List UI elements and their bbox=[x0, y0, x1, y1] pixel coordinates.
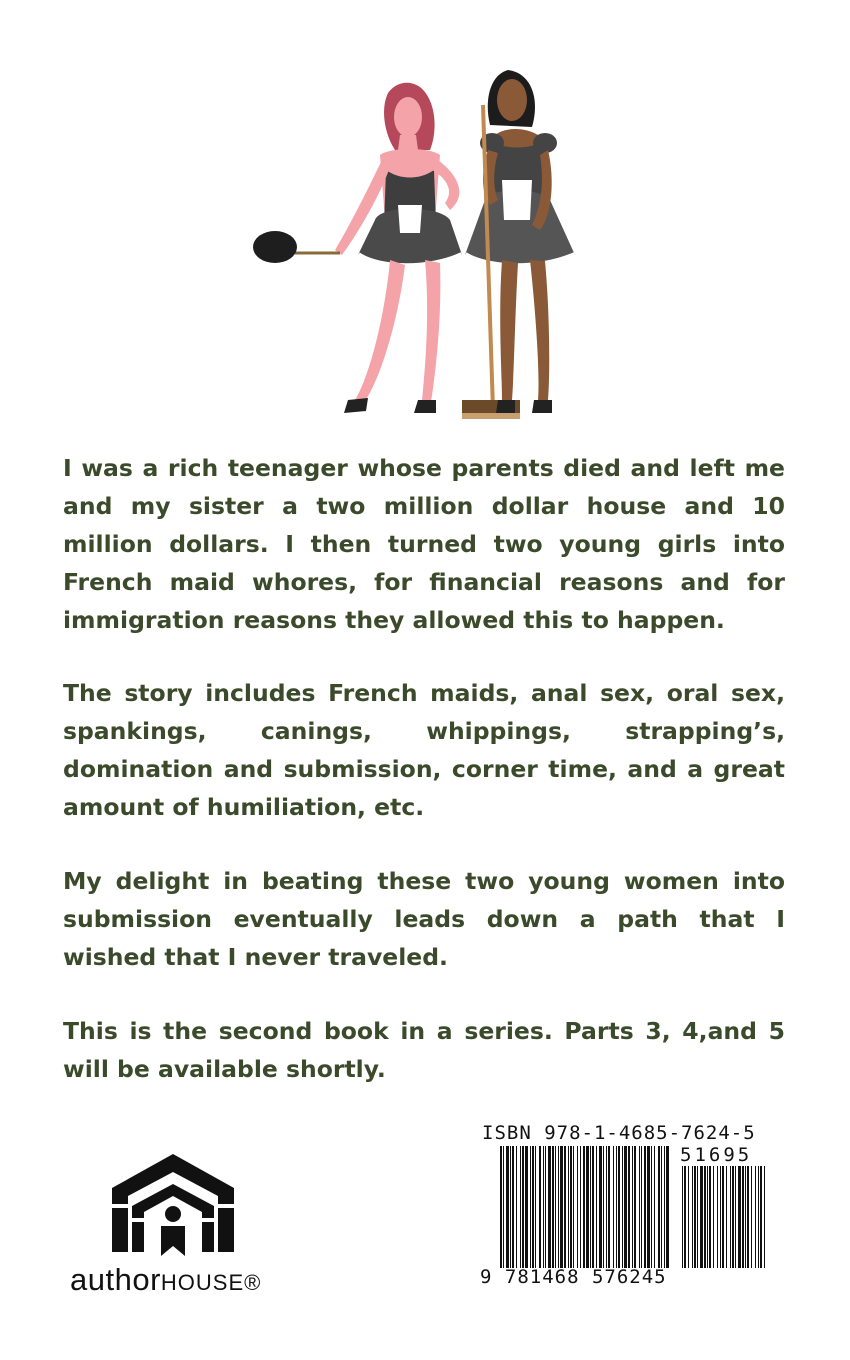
barcode-bar bbox=[692, 1166, 693, 1268]
barcode-bar bbox=[651, 1146, 652, 1268]
blurb-paragraph-4: This is the second book in a series. Parts 3, 4,and 5 will be available shortly. bbox=[63, 1017, 785, 1083]
barcode-bar bbox=[606, 1146, 607, 1268]
barcode-bar bbox=[684, 1166, 686, 1268]
barcode-bar bbox=[664, 1146, 665, 1268]
barcode-bar bbox=[764, 1166, 765, 1268]
isbn-barcode bbox=[500, 1146, 672, 1268]
barcode-bar bbox=[658, 1146, 660, 1268]
barcode-bar bbox=[707, 1166, 708, 1268]
barcode-bar bbox=[545, 1146, 546, 1268]
barcode-bar bbox=[751, 1166, 752, 1268]
barcode-bar bbox=[713, 1166, 714, 1268]
barcode-bar bbox=[720, 1166, 721, 1268]
barcode-bar bbox=[503, 1146, 504, 1268]
barcode-bar bbox=[745, 1166, 746, 1268]
barcode-bar bbox=[694, 1166, 696, 1268]
barcode-bar bbox=[520, 1146, 521, 1268]
barcode-bar bbox=[661, 1146, 662, 1268]
barcode-bar bbox=[735, 1166, 736, 1268]
barcode-bar bbox=[704, 1166, 706, 1268]
barcode-bar bbox=[564, 1146, 566, 1268]
barcode-bar bbox=[622, 1146, 623, 1268]
barcode-bar bbox=[599, 1146, 602, 1268]
barcode-bar bbox=[682, 1166, 683, 1268]
barcode-bar bbox=[634, 1146, 636, 1268]
barcode-bar bbox=[613, 1146, 614, 1268]
barcode-bar bbox=[639, 1146, 640, 1268]
barcode-bar bbox=[512, 1146, 514, 1268]
barcode-bar bbox=[586, 1146, 589, 1268]
barcode-bar bbox=[747, 1166, 749, 1268]
barcode-bar bbox=[573, 1146, 574, 1268]
barcode-bar bbox=[641, 1146, 642, 1268]
barcode-bar bbox=[709, 1166, 711, 1268]
barcode-bar bbox=[732, 1166, 734, 1268]
authorhouse-house-logo bbox=[108, 1148, 238, 1256]
barcode-digits: 9 781468 576245 bbox=[480, 1266, 667, 1288]
barcode-bar bbox=[570, 1146, 572, 1268]
barcode-bar bbox=[530, 1146, 531, 1268]
barcode-bar bbox=[583, 1146, 585, 1268]
publisher-name-upper: HOUSE bbox=[160, 1270, 245, 1295]
barcode-bar bbox=[726, 1166, 727, 1268]
barcode-bar bbox=[608, 1146, 610, 1268]
barcode-bar bbox=[525, 1146, 528, 1268]
barcode-bar bbox=[535, 1146, 536, 1268]
barcode-bar bbox=[755, 1166, 756, 1268]
barcode-bar bbox=[580, 1146, 581, 1268]
barcode-bar bbox=[500, 1146, 502, 1268]
barcode-bar bbox=[616, 1146, 617, 1268]
barcode-bar bbox=[543, 1146, 544, 1268]
barcode-bar bbox=[568, 1146, 569, 1268]
barcode-bar bbox=[590, 1146, 591, 1268]
barcode-bar bbox=[506, 1146, 509, 1268]
blurb-paragraph-2: The story includes French maids, anal sex, oral sex, spankings, canings, whippings, strapping’s, domination and submission, corner time, and a great amount of humiliation, etc. bbox=[63, 679, 785, 821]
barcode-bar bbox=[516, 1146, 517, 1268]
barcode-bar bbox=[738, 1166, 741, 1268]
barcode-bar bbox=[548, 1146, 551, 1268]
isbn-label: ISBN 978-1-4685-7624-5 bbox=[482, 1122, 756, 1144]
barcode-bar bbox=[632, 1146, 633, 1268]
barcode-bar bbox=[700, 1166, 703, 1268]
barcode-bar bbox=[603, 1146, 604, 1268]
barcode-bar bbox=[628, 1146, 630, 1268]
barcode-bar bbox=[592, 1146, 594, 1268]
barcode-bar bbox=[644, 1146, 646, 1268]
barcode-bar bbox=[654, 1146, 655, 1268]
barcode-bar bbox=[510, 1146, 511, 1268]
blurb-paragraph-3: My delight in beating these two young women into submission eventually leads down a path that I wished that I never traveled. bbox=[63, 867, 785, 971]
barcode-bar bbox=[555, 1146, 556, 1268]
barcode-bar bbox=[522, 1146, 524, 1268]
barcode-bar bbox=[558, 1146, 559, 1268]
price-code: 51695 bbox=[680, 1144, 753, 1166]
publisher-name bbox=[70, 1262, 261, 1298]
barcode-bar bbox=[647, 1146, 650, 1268]
barcode-bar bbox=[560, 1146, 563, 1268]
barcode-bar bbox=[758, 1166, 759, 1268]
barcode-bar bbox=[697, 1166, 698, 1268]
barcode-bar bbox=[596, 1146, 597, 1268]
barcode-bar bbox=[618, 1146, 620, 1268]
barcode-bar bbox=[577, 1146, 578, 1268]
price-barcode bbox=[682, 1166, 768, 1268]
barcode-bar bbox=[532, 1146, 534, 1268]
right-maid-figure bbox=[462, 70, 575, 419]
barcode-bar bbox=[688, 1166, 689, 1268]
cover-illustration bbox=[240, 55, 600, 430]
registered-mark: ® bbox=[244, 1270, 262, 1295]
publisher-name-lower: author bbox=[70, 1262, 161, 1297]
barcode-bar bbox=[552, 1146, 554, 1268]
barcode-bar bbox=[722, 1166, 724, 1268]
barcode-bar bbox=[539, 1146, 541, 1268]
left-maid-figure bbox=[253, 83, 462, 413]
barcode-bar bbox=[730, 1166, 731, 1268]
barcode-bar bbox=[760, 1166, 762, 1268]
barcode-bar bbox=[717, 1166, 718, 1268]
blurb-paragraph-1: I was a rich teenager whose parents died and left me and my sister a two million dollar house and 10 million dollars. I then turned two young girls into French maid whores, for financial reasons and for immigration reasons they allowed this to happen. bbox=[63, 454, 785, 634]
barcode-bar bbox=[742, 1166, 744, 1268]
barcode-bar bbox=[624, 1146, 627, 1268]
barcode-bar bbox=[666, 1146, 669, 1268]
